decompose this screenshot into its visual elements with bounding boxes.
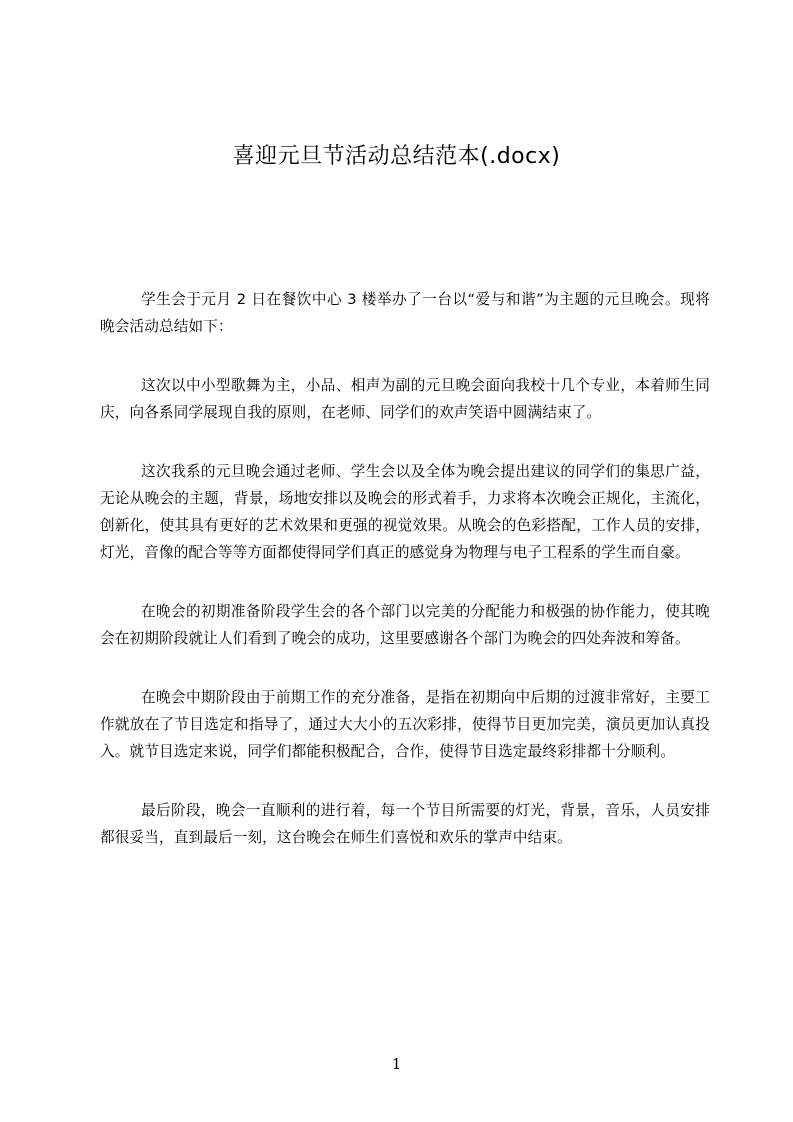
document-body [100, 286, 710, 883]
paragraph-planning: 这次我系的元旦晚会通过老师、学生会以及全体为晚会提出建议的同学们的集思广益，无论从晚会的主题，背景，场地安排以及晚会的形式着手，力求将本次晚会正规化，主流化，创新化，使其具有更好的艺术效果和更强的视觉效果。从晚会的色彩搭配，工作人员的安排，灯光，音像的配合等等方面都使得同学们真正的感觉身为物理与电子工程系的学生而自豪。 [100, 463, 710, 561]
paragraph-intro: 学生会于元月 2 日在餐饮中心 3 楼举办了一台以“爱与和谐”为主题的元旦晚会。现将晚会活动总结如下： [100, 291, 710, 335]
document-title: 喜迎元旦节活动总结范本(.docx) [232, 144, 561, 169]
paragraph-final-stage: 最后阶段，晚会一直顺利的进行着，每一个节目所需要的灯光，背景，音乐，人员安排都很妥当，直到最后一刻，这台晚会在师生们喜悦和欢乐的掌声中结束。 [100, 802, 710, 846]
paragraph-middle-stage: 在晚会中期阶段由于前期工作的充分准备，是指在初期向中后期的过渡非常好，主要工作就放在了节目选定和指导了，通过大大小的五次彩排，使得节目更加完美，演员更加认真投入。就节目选定来说，同学们都能积极配合，合作，使得节目选定最终彩排都十分顺利。 [100, 689, 710, 760]
page-number: 1 [391, 1055, 402, 1073]
paragraph-early-stage: 在晚会的初期准备阶段学生会的各个部门以完美的分配能力和极强的协作能力，使其晚会在初期阶段就让人们看到了晚会的成功，这里要感谢各个部门为晚会的四处奔波和筹备。 [100, 603, 710, 647]
paragraph-overview: 这次以中小型歌舞为主，小品、相声为副的元旦晚会面向我校十几个专业，本着师生同庆，向各系同学展现自我的原则，在老师、同学们的欢声笑语中圆满结束了。 [100, 377, 710, 421]
